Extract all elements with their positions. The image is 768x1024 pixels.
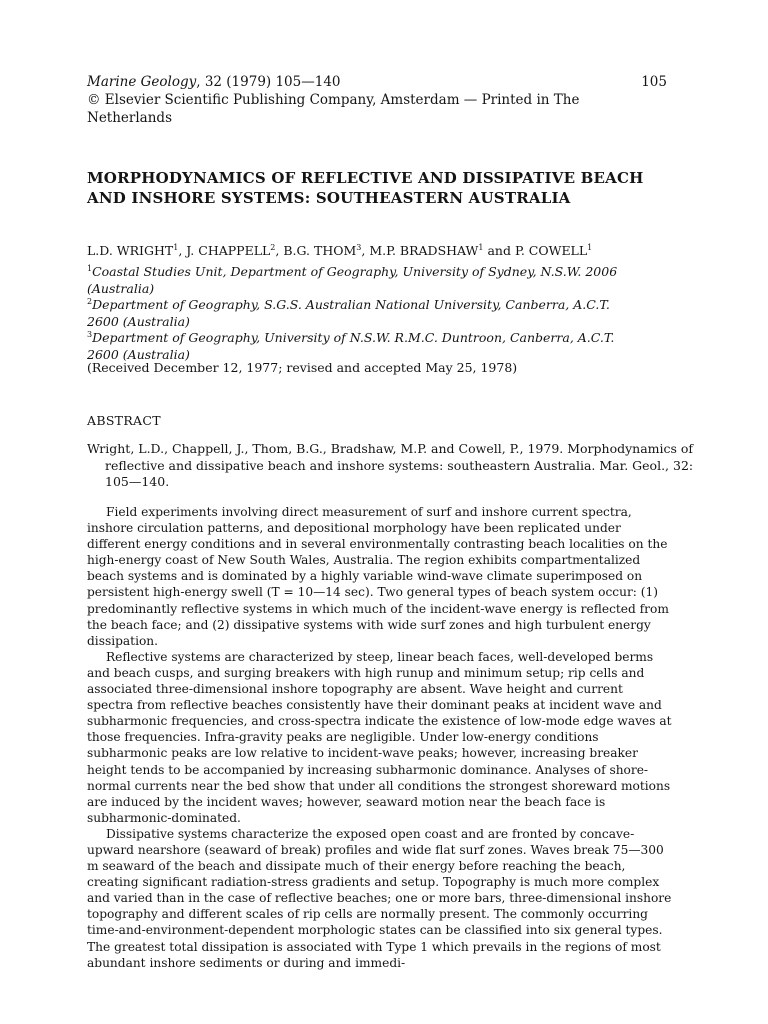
author-list	[87, 242, 677, 259]
affiliation: $^3$Department of Geography, University of N.S.W. R.M.C. Duntroon, Canberra, A.C.T. 2600 (Australia)	[87, 329, 615, 362]
author: L.D. WRIGHT$^1$,	[87, 242, 187, 258]
author-affil-mark: 1	[173, 242, 179, 252]
citation: Wright, L.D., Chappell, J., Thom, B.G., Bradshaw, M.P. and Cowell, P., 1979. Morphodynamics of reflective and dissipative beach and inshore systems: southeastern Australia. Mar. Geol., 32: 105—140.	[87, 441, 694, 489]
paragraph: Dissipative systems characterize the exposed open coast and are fronted by concave-upward nearshore (seaward of break) profiles and wide flat surf zones. Waves break 75—300 m seaward of the beach and dissipate much of their energy before reaching the beach, creating significant radiation-stress gradients and setup. Topography is much more complex and varied than in the case of reflective beaches; one or more bars, three-dimensional inshore topography and different scales of rip cells are normally present. The commonly occurring time-and-environment-dependent morphologic states can be classified into six general types. The greatest total dissipation is associated with Type 1 which prevails in the regions of most abundant inshore sediments or during and immedi-	[87, 826, 672, 970]
received-dates: (Received December 12, 1977; revised and accepted May 25, 1978)	[87, 360, 518, 375]
affiliation: $^2$Department of Geography, S.G.S. Australian National University, Canberra, A.C.T. 2600 (Australia)	[87, 296, 610, 329]
journal-citation	[87, 73, 341, 91]
affil-mark: 1	[87, 263, 93, 273]
publisher-line: © Elsevier Scientific Publishing Company, Amsterdam — Printed in The Netherlands	[87, 92, 580, 126]
journal-header	[87, 73, 667, 127]
journal-name: Marine Geology	[87, 74, 197, 90]
author-affil-mark: 1	[587, 242, 593, 252]
author: P. COWELL$^1$	[514, 242, 593, 258]
author-affil-mark: 1	[478, 242, 484, 252]
page-number: 105	[641, 74, 667, 90]
affil-mark: 2	[87, 296, 93, 306]
author: B.G. THOM$^3$,	[283, 242, 370, 258]
author: J. CHAPPELL$^2$,	[186, 242, 284, 258]
affiliations	[87, 264, 677, 363]
author-affil-mark: 3	[356, 242, 362, 252]
paper-title	[87, 168, 677, 208]
affil-mark: 3	[87, 329, 93, 339]
author: M.P. BRADSHAW$^1$ and	[369, 242, 515, 258]
paragraph: Field experiments involving direct measurement of surf and inshore current spectra, inshore circulation patterns, and depositional morphology have been replicated under different energy conditions and in several environmentally contrasting beach localities on the high-energy coast of New South Wales, Australia. The region exhibits compartmentalized beach systems and is dominated by a highly variable wind-wave climate superimposed on persistent high-energy swell (T = 10—14 sec). Two general types of beach system occur: (1) predominantly reflective systems in which much of the incident-wave energy is reflected from the beach face; and (2) dissipative systems with wide surf zones and high turbulent energy dissipation.	[87, 505, 669, 648]
affiliation: $^1$Coastal Studies Unit, Department of Geography, University of Sydney, N.S.W. 2006 (Australia)	[87, 263, 618, 296]
abstract-body	[87, 504, 672, 971]
paragraph: Reflective systems are characterized by steep, linear beach faces, well-developed berms and beach cusps, and surging breakers with high runup and minimum setup; rip cells and associated three-dimensional inshore topography are absent. Wave height and current spectra from reflective beaches consistently have their dominant peaks at incident wave and subharmonic frequencies, and cross-spectra indicate the existence of low-mode edge waves at those frequencies. Infra-gravity peaks are negligible. Under low-energy conditions subharmonic peaks are low relative to incident-wave peaks; however, increasing breaker height tends to be accompanied by increasing subharmonic dominance. Analyses of shore-normal currents near the bed show that under all conditions the strongest shoreward motions are induced by the incident waves; however, seaward motion near the beach face is subharmonic-dominated.	[87, 649, 672, 825]
title-line-1: MORPHODYNAMICS OF REFLECTIVE AND DISSIPATIVE BEACH	[87, 169, 644, 187]
volume-info: , 32 (1979) 105—140	[196, 74, 341, 90]
author-affil-mark: 2	[270, 242, 276, 252]
title-line-2: AND INSHORE SYSTEMS: SOUTHEASTERN AUSTRALIA	[87, 189, 571, 207]
abstract-heading: ABSTRACT	[87, 413, 161, 428]
